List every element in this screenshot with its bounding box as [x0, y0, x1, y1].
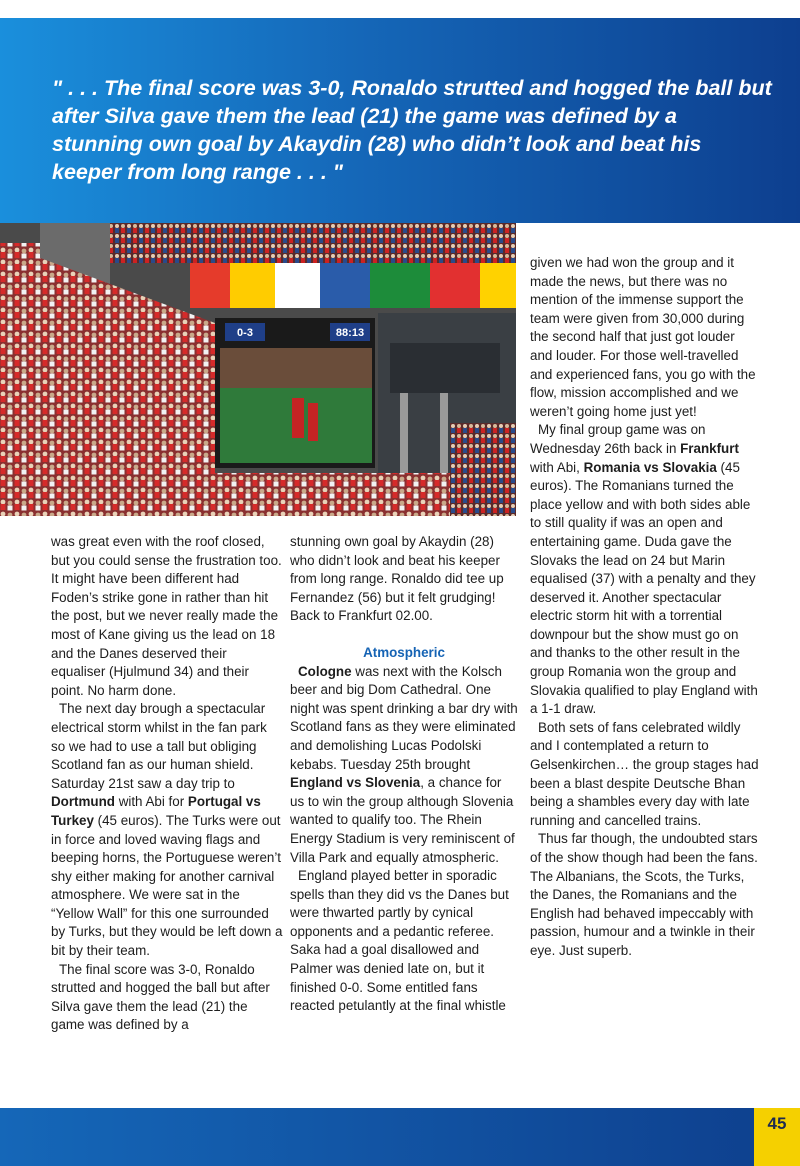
- bold-venue: Dortmund: [51, 794, 115, 810]
- paragraph: Both sets of fans celebrated wildly and I contemplated a return to Gelsenkirchen… the group stages had been a blast despite Deutsche Bhan being a shambles every day with late running and cancelled trains.: [530, 719, 759, 828]
- page-footer: [0, 1108, 800, 1166]
- text-run: with Abi,: [530, 459, 584, 475]
- article-column-3: [530, 254, 760, 961]
- bold-match: Romania vs Slovakia: [583, 459, 717, 475]
- paragraph: The final score was 3-0, Ronaldo strutted and hogged the ball but after Silva gave them the lead (21) the game was defined by a: [51, 961, 270, 1033]
- paragraph: England played better in sporadic spells than they did vs the Danes but were thwarted partly by cynical opponents and a pedantic referee. Saka had a goal disallowed and Palmer was denied late on, but it finished 0-0. Some entitled fans reacted petulantly at the final whistle: [290, 868, 509, 1014]
- paragraph: stunning own goal by Akaydin (28) who didn’t look and beat his keeper from long range. Ronaldo did tee up Fernandez (56) but it felt grudging! Back to Frankfurt 02.00.: [290, 534, 504, 624]
- bold-match: Portugal vs Turkey: [51, 794, 261, 828]
- article-column-2: [290, 533, 518, 1016]
- stadium-photo: [0, 223, 516, 516]
- text-run: , a chance for us to win the group although Slovenia wanted to qualify too. The Rhein Energy Stadium is very reminiscent of Villa Park and equally atmospheric.: [290, 775, 515, 865]
- article-column-1: [51, 533, 283, 1035]
- section-heading: Atmospheric: [363, 644, 445, 660]
- top-margin: [0, 0, 800, 18]
- text-run: The next day brough a spectacular electrical storm whilst in the fan park so we had to use a tall but obliging Scotland fan as our human shield. Saturday 21st saw a day trip to: [51, 701, 267, 791]
- paragraph: was great even with the roof closed, but you could sense the frustration too. It might have been different had Foden’s strike gone in rather than hit the post, but we never really made the most of Kane giving us the lead on 18 and the Danes deserved their equaliser (Hjulmund 34) and their point. No harm done.: [51, 534, 282, 698]
- paragraph: [290, 663, 518, 868]
- text-run: was next with the Kolsch beer and big Dom Cathedral. One night was spent drinking a bar dry with Scotland fans as they were eliminated and demolishing Lucas Podolski kebabs. Tuesday 25th brought: [290, 663, 518, 772]
- bold-venue: Frankfurt: [680, 440, 739, 456]
- paragraph: Thus far though, the undoubted stars of the show though had been the fans. The Albanians, the Scots, the Turks, the Danes, the Romanians and the English had behaved impeccably with passion, humour and a twinkle in their eye. Just superb.: [530, 831, 758, 958]
- text-run: with Abi for: [114, 794, 188, 810]
- text-run: (45 euros). The Romanians turned the place yellow and with both sides able to still quality if was an open and entertaining game. Duda gave the Slovaks the lead on 24 but Marin equalised (37) with a penalty and they deserved it. Another spectacular electric storm hit with a torrential downpour but the show must go on and thanks to the other result in the group Romania won the group and Slovakia qualified to play England with a 1-1 draw.: [530, 459, 758, 717]
- pull-quote: " . . . The final score was 3-0, Ronaldo strutted and hogged the ball but after Silva gave them the lead (21) the game was defined by a stunning own goal by Akaydin (28) who didn’t look and beat his keeper from long range . . . ": [52, 76, 772, 184]
- text-run: My final group game was on Wednesday 26th back in: [530, 422, 706, 456]
- paragraph: [530, 421, 760, 719]
- bold-venue: Cologne: [298, 663, 352, 679]
- scoreboard-time: 88:13: [335, 327, 365, 339]
- bold-match: England vs Slovenia: [290, 775, 421, 791]
- page-number: 45: [754, 1108, 800, 1166]
- paragraph: given we had won the group and it made the news, but there was no mention of the immense support the team were given from 30,000 during the second half that just got louder and louder. For those well-travelled and experienced fans, you go with the flow, mission accomplished and we weren’t going home just yet!: [530, 255, 756, 419]
- scoreboard-score: 0-3: [237, 327, 253, 339]
- paragraph: [51, 700, 283, 960]
- text-run: (45 euros). The Turks were out in force and loved waving flags and beeping horns, the Portuguese weren’t shy either making for another carnival atmosphere. We were sat in the “Yellow Wall” for this one surrounded by Turks, but they would be left down a bit by their team.: [51, 812, 283, 959]
